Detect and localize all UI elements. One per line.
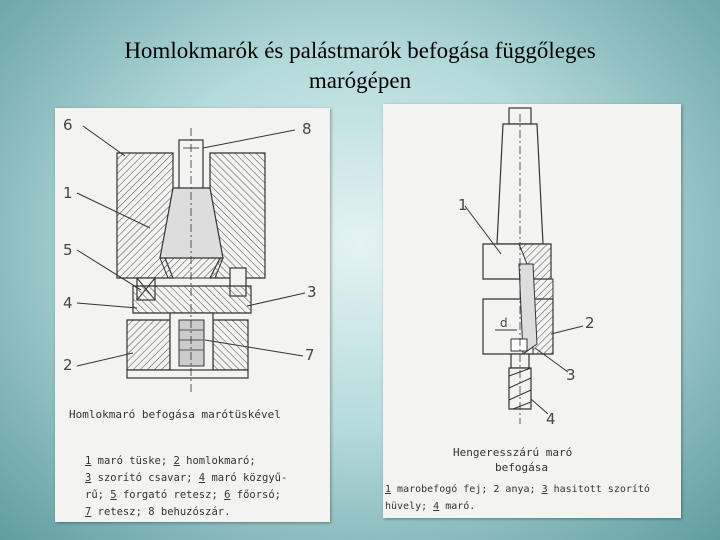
end-mill-legend bbox=[385, 481, 650, 515]
legend-text: marobefogó fej; bbox=[391, 484, 494, 495]
legend-num: 3 bbox=[85, 472, 92, 484]
end-mill-figure-panel bbox=[383, 104, 681, 518]
legend-line-1 bbox=[85, 453, 287, 470]
part-label-5: 5 bbox=[63, 241, 73, 259]
legend-num: 4 bbox=[198, 472, 206, 484]
legend-num: 7 bbox=[85, 506, 92, 518]
slide-title-line-1: Homlokmarók és palástmarók befogása függőleges bbox=[124, 38, 596, 63]
legend-text: hasitott szorító bbox=[547, 484, 650, 495]
part-label-8: 8 bbox=[302, 120, 312, 138]
legend-text: 8 behuzószár. bbox=[148, 506, 231, 518]
legend-line-2 bbox=[385, 498, 650, 515]
part-label-7: 7 bbox=[305, 346, 315, 364]
part-label-3: 3 bbox=[307, 283, 317, 301]
face-mill-legend bbox=[85, 453, 287, 521]
legend-text: forgató retesz; bbox=[116, 489, 225, 501]
legend-line-3 bbox=[85, 487, 287, 504]
legend-num: 6 bbox=[224, 489, 231, 501]
slide-title bbox=[20, 36, 700, 96]
part-label-2: 2 bbox=[63, 356, 73, 374]
legend-text: maró közgyű- bbox=[205, 472, 288, 484]
legend-text: maró. bbox=[439, 501, 476, 512]
part-label-4: 4 bbox=[546, 410, 556, 428]
legend-num: 4 bbox=[433, 501, 440, 512]
legend-line-2 bbox=[85, 470, 287, 487]
diameter-label-d: d bbox=[500, 316, 508, 330]
legend-text: retesz; bbox=[91, 506, 149, 518]
part-label-6: 6 bbox=[63, 116, 73, 134]
legend-num: 5 bbox=[110, 489, 117, 501]
part-label-2: 2 bbox=[585, 314, 595, 332]
legend-text: homlokmaró; bbox=[179, 455, 256, 467]
face-mill-figure-panel bbox=[55, 108, 330, 522]
legend-line-4 bbox=[85, 504, 287, 521]
legend-text: 2 anya; bbox=[493, 484, 542, 495]
end-mill-caption-line-2: befogása bbox=[495, 461, 548, 474]
legend-text: maró tüske; bbox=[91, 455, 174, 467]
slide-title-line-2: marógépen bbox=[308, 68, 412, 93]
legend-line-1 bbox=[385, 481, 650, 498]
legend-num: 3 bbox=[541, 484, 548, 495]
legend-text: főorsó; bbox=[230, 489, 281, 501]
part-label-1: 1 bbox=[63, 184, 73, 202]
part-label-3: 3 bbox=[566, 366, 576, 384]
legend-num: 1 bbox=[385, 484, 392, 495]
face-mill-caption: Homlokmaró befogása marótüskével bbox=[69, 408, 281, 421]
part-label-1: 1 bbox=[458, 196, 468, 214]
legend-num: 1 bbox=[85, 455, 92, 467]
legend-text: szorító csavar; bbox=[91, 472, 199, 484]
end-mill-caption-line-1: Hengeresszárú maró bbox=[453, 446, 573, 459]
legend-num: 2 bbox=[173, 455, 180, 467]
legend-text: rű; bbox=[85, 489, 111, 501]
part-label-4: 4 bbox=[63, 294, 73, 312]
legend-text: hüvely; bbox=[385, 501, 434, 512]
